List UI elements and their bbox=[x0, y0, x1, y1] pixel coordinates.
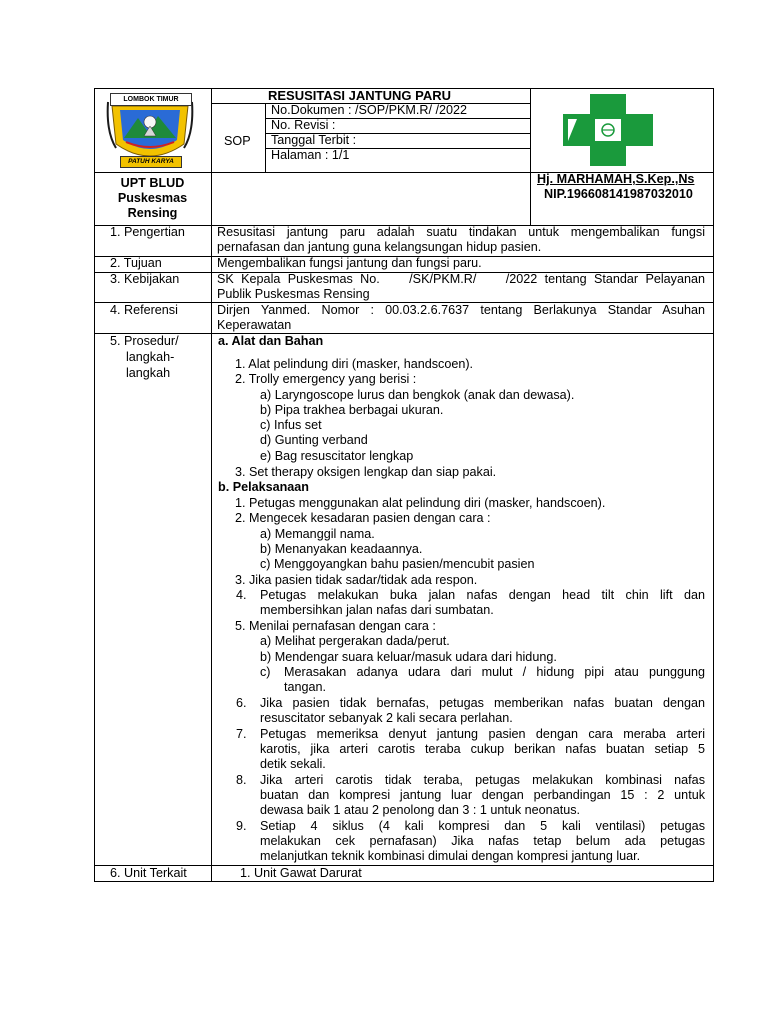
step-9-line-1: Setiap 4 siklus (4 kali kompresi dan 5 kali ventilasi) petugas bbox=[260, 819, 705, 833]
doc-number: No.Dokumen : /SOP/PKM.R/ /2022 bbox=[271, 103, 467, 117]
alat-item-2c: c) Infus set bbox=[260, 418, 322, 432]
alat-bahan-heading: a. Alat dan Bahan bbox=[218, 334, 324, 348]
logo-bottom-banner: PATUH KARYA bbox=[120, 156, 182, 168]
step-2b: b) Menanyakan keadaannya. bbox=[260, 542, 423, 556]
step-7-line-3: detik sekali. bbox=[260, 757, 326, 771]
label-pengertian: 1. Pengertian bbox=[110, 225, 185, 239]
pengertian-line-1: Resusitasi jantung paru adalah suatu tindakan untuk mengembalikan fungsi bbox=[217, 225, 705, 239]
pengertian-line-2: pernafasan dan jantung guna kelangsungan hidup pasien. bbox=[217, 240, 542, 254]
step-6-line-2: resuscitator sebanyak 2 kali secara perlahan. bbox=[260, 711, 513, 725]
document-title: RESUSITASI JANTUNG PARU bbox=[268, 88, 451, 103]
org-line-1: UPT BLUD bbox=[120, 176, 185, 190]
step-9-line-2: melakukan cek pernafasan) Jika nafas tetap belum ada petugas bbox=[260, 834, 705, 848]
signer-nip: NIP.196608141987032010 bbox=[544, 187, 693, 201]
step-8-line-2: buatan dan kompresi jantung luar dengan perbandingan 15 : 2 untuk bbox=[260, 788, 705, 802]
org-line-3: Rensing bbox=[127, 206, 178, 220]
label-tujuan: 2. Tujuan bbox=[110, 256, 162, 270]
step-6-line-1: Jika pasien tidak bernafas, petugas memberikan nafas buatan dengan bbox=[260, 696, 705, 710]
kebijakan-line-1: SK Kepala Puskesmas No. /SK/PKM.R/ /2022 tentang Standar Pelayanan bbox=[217, 272, 705, 286]
step-5a: a) Melihat pergerakan dada/perut. bbox=[260, 634, 450, 648]
sop-label: SOP bbox=[224, 134, 251, 148]
step-5c-letter: c) bbox=[260, 665, 271, 679]
alat-item-2: 2. Trolly emergency yang berisi : bbox=[235, 372, 417, 386]
pelaksanaan-heading: b. Pelaksanaan bbox=[218, 480, 310, 494]
step-7-line-1: Petugas memeriksa denyut jantung pasien dengan cara meraba arteri bbox=[260, 727, 705, 741]
referensi-line-1: Dirjen Yanmed. Nomor : 00.03.2.6.7637 tentang Berlakunya Standar Asuhan bbox=[217, 303, 705, 317]
org-line-2: Puskesmas bbox=[117, 191, 188, 205]
label-prosedur-2: langkah- bbox=[126, 350, 175, 364]
alat-item-2d: d) Gunting verband bbox=[260, 433, 368, 447]
alat-item-1: 1. Alat pelindung diri (masker, handscoen). bbox=[235, 357, 474, 371]
step-1: 1. Petugas menggunakan alat pelindung diri (masker, handscoen). bbox=[235, 496, 606, 510]
label-prosedur-3: langkah bbox=[126, 366, 171, 380]
step-9-line-3: melanjutkan teknik kombinasi dimulai dengan kompresi jantung luar. bbox=[260, 849, 641, 863]
referensi-line-2: Keperawatan bbox=[217, 318, 292, 332]
step-4-line-1: Petugas melakukan buka jalan nafas dengan head tilt chin lift dan bbox=[260, 588, 705, 602]
step-8-line-1: Jika arteri carotis tidak teraba, petugas melakukan kombinasi nafas bbox=[260, 773, 705, 787]
page-count: Halaman : 1/1 bbox=[271, 148, 350, 162]
step-4-line-2: membersihkan jalan nafas dari sumbatan. bbox=[260, 603, 494, 617]
lombok-timur-logo bbox=[104, 92, 196, 170]
alat-item-2b: b) Pipa trakhea berbagai ukuran. bbox=[260, 403, 444, 417]
label-unit-terkait: 6. Unit Terkait bbox=[110, 866, 187, 880]
step-5c-line-1: Merasakan adanya udara dari mulut / hidung pipi atau punggung bbox=[284, 665, 705, 679]
unit-item-1: 1. Unit Gawat Darurat bbox=[240, 866, 362, 880]
label-kebijakan: 3. Kebijakan bbox=[110, 272, 180, 286]
puskesmas-logo bbox=[557, 92, 657, 168]
step-2a: a) Memanggil nama. bbox=[260, 527, 375, 541]
label-prosedur-1: 5. Prosedur/ bbox=[110, 334, 179, 348]
revision: No. Revisi : bbox=[271, 118, 336, 132]
step-5b: b) Mendengar suara keluar/masuk udara dari hidung. bbox=[260, 650, 557, 664]
issue-date: Tanggal Terbit : bbox=[271, 133, 357, 147]
alat-item-2a: a) Laryngoscope lurus dan bengkok (anak dan dewasa). bbox=[260, 388, 575, 402]
step-7-line-2: karotis, jika arteri carotis teraba cukup berikan nafas buatan setiap 5 bbox=[260, 742, 705, 756]
label-referensi: 4. Referensi bbox=[110, 303, 178, 317]
step-5c-line-2: tangan. bbox=[284, 680, 327, 694]
alat-item-3: 3. Set therapy oksigen lengkap dan siap pakai. bbox=[235, 465, 497, 479]
step-2: 2. Mengecek kesadaran pasien dengan cara : bbox=[235, 511, 491, 525]
step-4-number: 4. bbox=[236, 588, 247, 602]
alat-item-2e: e) Bag resuscitator lengkap bbox=[260, 449, 414, 463]
step-8-number: 8. bbox=[236, 773, 247, 787]
tujuan-line-1: Mengembalikan fungsi jantung dan fungsi paru. bbox=[217, 256, 482, 270]
kebijakan-line-2: Publik Puskesmas Rensing bbox=[217, 287, 370, 301]
step-3: 3. Jika pasien tidak sadar/tidak ada respon. bbox=[235, 573, 478, 587]
step-2c: c) Menggoyangkan bahu pasien/mencubit pasien bbox=[260, 557, 535, 571]
signer-name: Hj. MARHAMAH,S.Kep.,Ns bbox=[537, 172, 695, 186]
step-5: 5. Menilai pernafasan dengan cara : bbox=[235, 619, 436, 633]
step-7-number: 7. bbox=[236, 727, 247, 741]
step-8-line-3: dewasa baik 1 atau 2 penolong dan 3 : 1 untuk neonatus. bbox=[260, 803, 580, 817]
logo-top-banner: LOMBOK TIMUR bbox=[110, 93, 192, 106]
step-6-number: 6. bbox=[236, 696, 247, 710]
step-9-number: 9. bbox=[236, 819, 247, 833]
